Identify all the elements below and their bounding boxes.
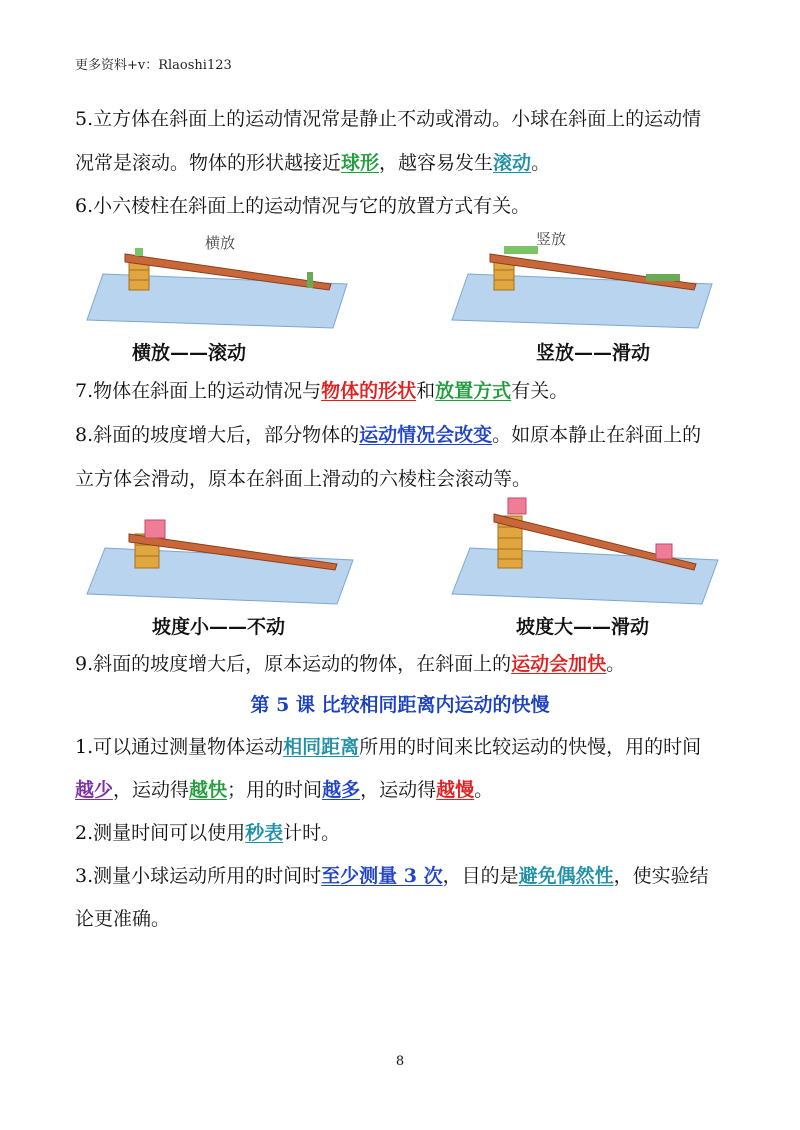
- keyword: 避免偶然性: [518, 865, 614, 887]
- caption-small-slope: 坡度小——不动: [152, 616, 286, 638]
- lesson-point-1-line-1: [75, 734, 701, 760]
- keyword: 越快: [189, 779, 228, 801]
- keyword: 秒表: [245, 822, 284, 844]
- table-surface: [452, 548, 718, 604]
- text: ，越容易发生: [379, 152, 494, 174]
- figure-small-slope: [85, 508, 360, 608]
- text: 和: [416, 380, 436, 402]
- lesson-point-3-line-2: [75, 906, 170, 932]
- para-6: [75, 193, 530, 219]
- text: 计时。: [283, 822, 341, 844]
- text: ；用的时间: [227, 779, 323, 801]
- caption-vertical: 竖放——滑动: [536, 342, 651, 364]
- keyword: 至少测量 3 次: [321, 865, 443, 887]
- keyword: 相同距离: [283, 736, 360, 758]
- text: 1.可以通过测量物体运动: [75, 736, 284, 758]
- lesson-point-1-line-2: [75, 777, 493, 803]
- keyword: 运动会加快: [511, 653, 607, 675]
- text: ，使实验结: [613, 865, 709, 887]
- text: 。: [474, 779, 494, 801]
- text: 2.测量时间可以使用: [75, 822, 246, 844]
- text: ，运动得: [360, 779, 437, 801]
- page-header: 更多资料+v：Rlaoshi123: [75, 58, 232, 73]
- keyword: 放置方式: [435, 380, 512, 402]
- para-5-line-2: [75, 150, 550, 176]
- hexagonal-prism: [504, 246, 538, 254]
- text: 立方体会滑动，原本在斜面上滑动的六棱柱会滚动等。: [75, 468, 532, 490]
- text: 7.物体在斜面上的运动情况与: [75, 380, 322, 402]
- text: 9.斜面的坡度增大后，原本运动的物体，在斜面上的: [75, 653, 512, 675]
- hexagonal-prism-sliding: [646, 274, 680, 281]
- caption-large-slope: 坡度大——滑动: [516, 616, 650, 638]
- cube-sliding: [656, 544, 672, 559]
- figure-horizontal-placement: [85, 232, 355, 332]
- keyword: 物体的形状: [321, 380, 417, 402]
- text: 6.小六棱柱在斜面上的运动情况与它的放置方式有关。: [75, 195, 531, 217]
- hexagonal-prism-rolling: [307, 272, 313, 288]
- figure-vertical-placement: [450, 232, 720, 332]
- figure-large-slope: [450, 494, 725, 608]
- para-9: [75, 651, 625, 677]
- page-number: 8: [395, 1054, 405, 1069]
- text: 有关。: [511, 380, 569, 402]
- text: 论更准确。: [75, 908, 171, 930]
- text: 所用的时间来比较运动的快慢，用的时间: [359, 736, 702, 758]
- para-5-line-1: [75, 106, 701, 132]
- figure-label: 横放: [205, 234, 236, 252]
- text: 3.测量小球运动所用的时间时: [75, 865, 322, 887]
- keyword: 越少: [75, 779, 114, 801]
- para-7: [75, 378, 568, 404]
- figure-label: 竖放: [536, 232, 567, 248]
- lesson-point-3-line-1: [75, 863, 709, 889]
- caption-horizontal: 横放——滚动: [132, 342, 247, 364]
- text: 8.斜面的坡度增大后，部分物体的: [75, 424, 360, 446]
- text: ，目的是: [442, 865, 519, 887]
- text: ，运动得: [113, 779, 190, 801]
- keyword: 球形: [341, 152, 380, 174]
- text: 。: [531, 152, 551, 174]
- para-8-line-2: [75, 466, 531, 492]
- table-surface: [87, 548, 353, 604]
- cube: [145, 520, 165, 538]
- keyword: 越多: [322, 779, 361, 801]
- keyword: 运动情况会改变: [359, 424, 493, 446]
- text: 况常是滚动。物体的形状越接近: [75, 152, 342, 174]
- lesson-point-2: [75, 820, 340, 846]
- keyword: 越慢: [436, 779, 475, 801]
- hexagonal-prism: [135, 248, 143, 256]
- cube: [508, 498, 526, 514]
- text: 。: [606, 653, 626, 675]
- text: 5.立方体在斜面上的运动情况常是静止不动或滑动。小球在斜面上的运动情: [75, 108, 702, 130]
- text: 。如原本静止在斜面上的: [492, 424, 702, 446]
- para-8-line-1: [75, 422, 701, 448]
- lesson-title: 第 5 课 比较相同距离内运动的快慢: [250, 694, 550, 716]
- keyword: 滚动: [493, 152, 532, 174]
